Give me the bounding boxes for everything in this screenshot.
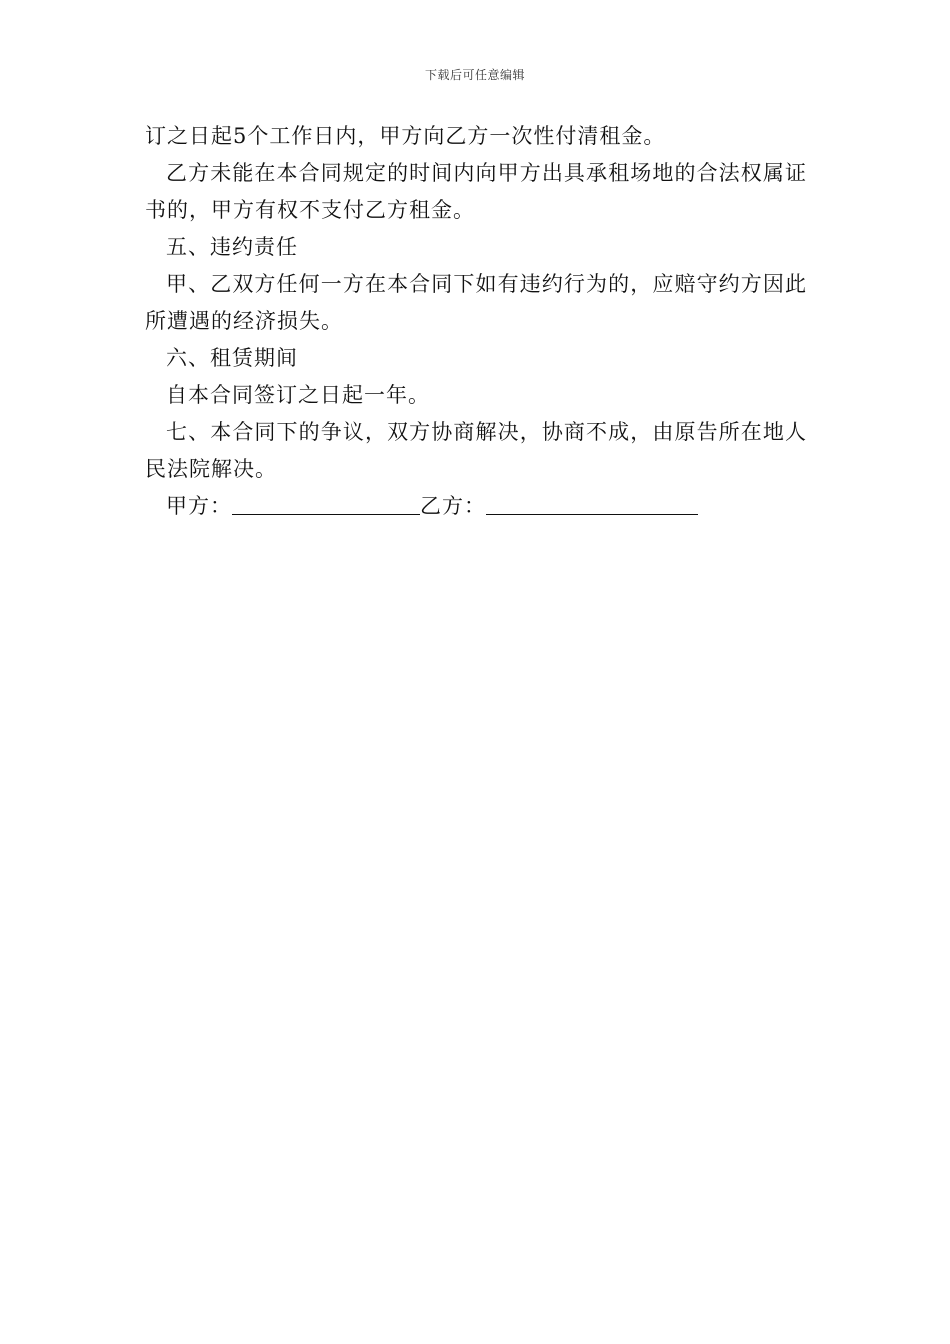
- party-b-label: 乙方：: [420, 494, 486, 518]
- paragraph-breach-liability: 甲、乙双方任何一方在本合同下如有违约行为的，应赔守约方因此所遭遇的经济损失。: [145, 272, 807, 333]
- page-header: 下载后可任意编辑: [424, 68, 525, 82]
- paragraph-payment-terms: 订之日起5个工作日内，甲方向乙方一次性付清租金。: [145, 124, 666, 148]
- section-heading-breach: 五、违约责任: [166, 235, 298, 259]
- paragraph-certificate-clause: 乙方未能在本合同规定的时间内向甲方出具承租场地的合法权属证书的，甲方有权不支付乙方租金。: [145, 161, 807, 222]
- document-body: [145, 118, 807, 525]
- party-b-signature-blank: [486, 490, 698, 515]
- section-heading-lease-term: 六、租赁期间: [166, 346, 298, 370]
- paragraph-lease-term: 自本合同签订之日起一年。: [166, 383, 430, 407]
- party-a-label: 甲方：: [166, 494, 232, 518]
- party-a-signature-blank: [232, 490, 420, 515]
- signature-line: [145, 488, 807, 525]
- paragraph-dispute-resolution: 七、本合同下的争议，双方协商解决，协商不成，由原告所在地人民法院解决。: [145, 420, 807, 481]
